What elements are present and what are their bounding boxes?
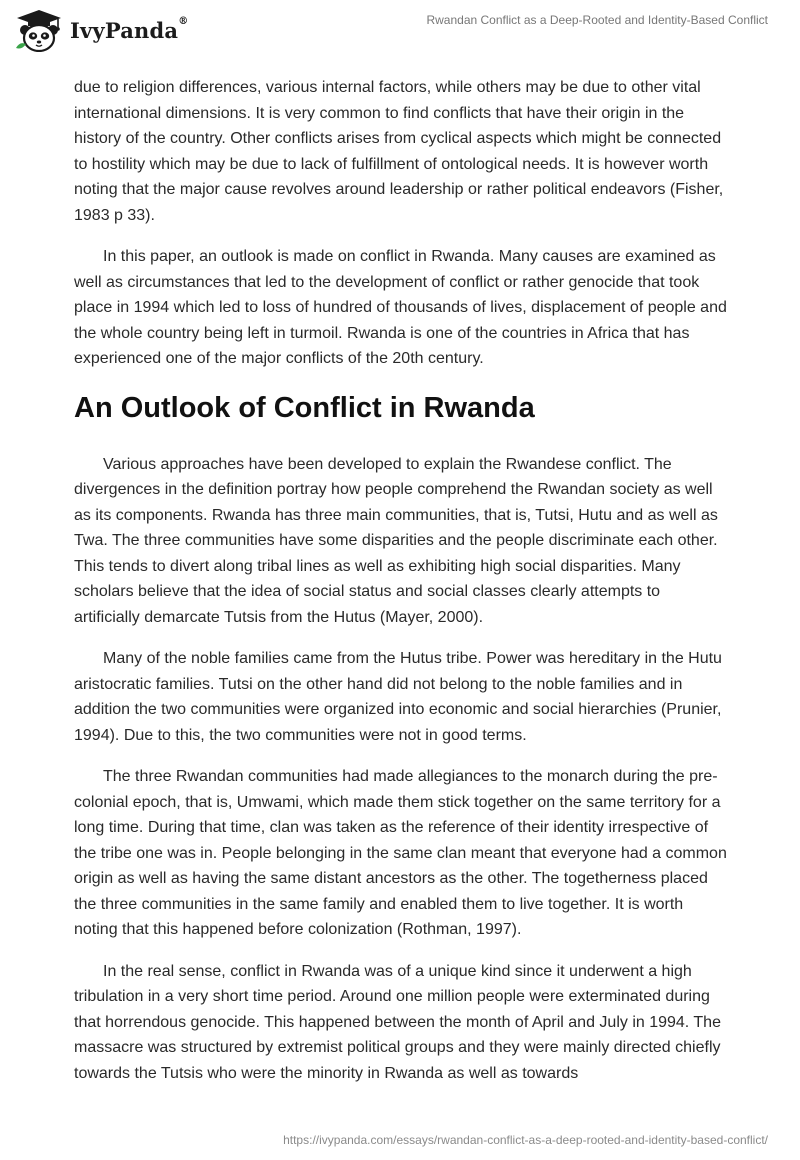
paragraph-2: In this paper, an outlook is made on conflict in Rwanda. Many causes are examined as well as circumstances that led to the development of conflict or rather genocide that took place in 1994 which led to loss of hundred of thousands of lives, displacement of people and the whole country being left in turmoil. Rwanda is one of the countries in Africa that has experienced one of the major conflicts of the 20th century. [74,248,727,367]
source-url[interactable]: https://ivypanda.com/essays/rwandan-conflict-as-a-deep-rooted-and-identity-based-conflict/ [283,1133,768,1147]
paragraph-5: The three Rwandan communities had made allegiances to the monarch during the pre-colonial epoch, that is, Umwami, which made them stick together on the same territory for a long time. During that time, clan was taken as the reference of their identity irrespective of the tribe one was in. People belonging in the same clan meant that everyone had a common origin as well as having the same distant ancestors as the other. The togetherness placed the three communities in the same family and enabled them to live together. It is worth noting that this happened before colonization (Rothman, 1997). [74,768,727,938]
section-heading: An Outlook of Conflict in Rwanda [74,391,535,424]
registered-mark: ® [178,15,189,27]
paragraph-3: Various approaches have been developed to explain the Rwandese conflict. The divergences in the definition portray how people comprehend the Rwandan society as well as its components. Rwanda has three main communities, that is, Tutsi, Hutu and as well as Twa. The three communities have some disparities and the people discriminate each other. This tends to divert along tribal lines as well as exhibiting high social disparities. Many scholars believe that the idea of social status and social classes clearly attempts to artificially demarcate Tutsis from the Hutus (Mayer, 2000). [74,455,718,626]
page-header [0,0,800,62]
essay-content [74,75,728,1102]
brand-name: IvyPanda® [70,15,189,43]
brand-logo[interactable] [14,8,188,52]
paragraph-1: due to religion differences, various internal factors, while others may be due to other vital international dimensions. It is very common to find conflicts that have their origin in the history of the country. Other conflicts arises from cyclical aspects which might be connected to hostility which may be due to lack of fulfillment of ontological needs. It is however worth noting that the major cause revolves around leadership or rather political endeavors (Fisher, 1983 p 33). [74,79,724,224]
panda-graduate-icon [14,8,64,52]
paragraph-6: In the real sense, conflict in Rwanda was of a unique kind since it underwent a high tribulation in a very short time period. Around one million people were exterminated during that horrendous genocide. This happened between the month of April and July in 1994. The massacre was structured by extremist political groups and they were mainly directed chiefly towards the Tutsis who were the minority in Rwanda as well as towards [74,962,721,1082]
paragraph-4: Many of the noble families came from the Hutus tribe. Power was hereditary in the Hutu aristocratic families. Tutsi on the other hand did not belong to the noble families and in addition the two communities were organized into economic and social hierarchies (Prunier, 1994). Due to this, the two communities were not in good terms. [74,650,722,744]
document-title: Rwandan Conflict as a Deep-Rooted and Identity-Based Conflict [426,13,768,27]
